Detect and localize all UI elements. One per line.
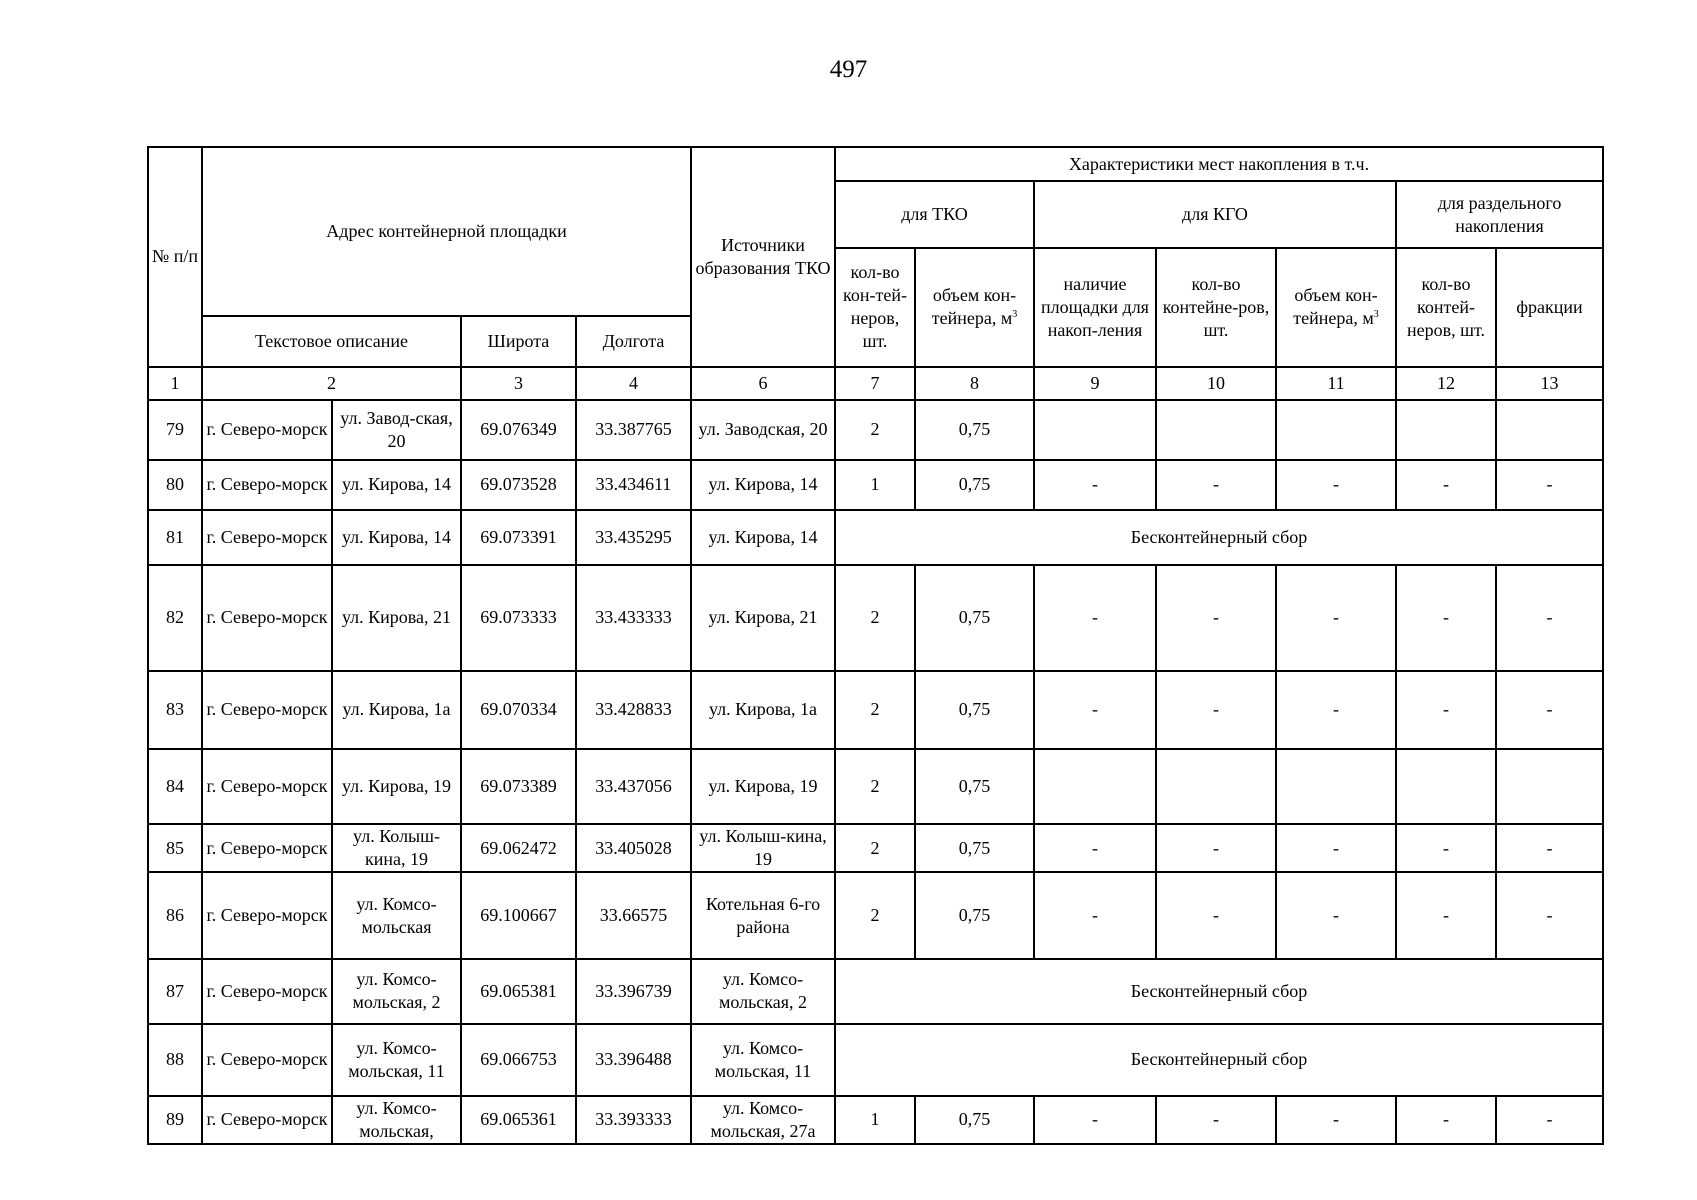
row-c8: 0,75 [915, 400, 1034, 460]
row-c11: - [1276, 824, 1396, 872]
row-city: г. Северо-морск [202, 1024, 332, 1096]
header-c12: кол-во контей-неров, шт. [1396, 248, 1496, 366]
row-c13: - [1496, 565, 1603, 670]
row-latitude: 69.070334 [461, 671, 576, 749]
column-number: 11 [1276, 367, 1396, 400]
row-c10: - [1156, 824, 1276, 872]
row-street: ул. Комсо-мольская, 11 [332, 1024, 461, 1096]
row-source: ул. Комсо-мольская, 27а [691, 1096, 835, 1144]
row-city: г. Северо-морск [202, 872, 332, 959]
row-number: 86 [148, 872, 202, 959]
row-c7: 2 [835, 749, 915, 824]
row-c10 [1156, 749, 1276, 824]
row-city: г. Северо-морск [202, 460, 332, 510]
row-c12 [1396, 400, 1496, 460]
column-number: 9 [1034, 367, 1156, 400]
row-street: ул. Кирова, 1а [332, 671, 461, 749]
row-c12: - [1396, 671, 1496, 749]
row-longitude: 33.396488 [576, 1024, 691, 1096]
row-source: ул. Кирова, 14 [691, 460, 835, 510]
table-row [148, 1096, 1603, 1144]
row-c11: - [1276, 872, 1396, 959]
header-c11: объем кон-тейнера, $м^3$ [1276, 248, 1396, 366]
row-c7: 2 [835, 872, 915, 959]
header-separate: для раздельного накопления [1396, 181, 1603, 248]
row-c10 [1156, 400, 1276, 460]
row-c7: 1 [835, 460, 915, 510]
row-c13 [1496, 400, 1603, 460]
row-latitude: 69.073528 [461, 460, 576, 510]
row-c9: - [1034, 872, 1156, 959]
header-c13: фракции [1496, 248, 1603, 366]
row-city: г. Северо-морск [202, 671, 332, 749]
row-street: ул. Комсо-мольская, 2 [332, 959, 461, 1023]
row-source: ул. Кирова, 19 [691, 749, 835, 824]
row-c13: - [1496, 872, 1603, 959]
row-city: г. Северо-морск [202, 510, 332, 565]
row-number: 87 [148, 959, 202, 1023]
row-source: ул. Заводская, 20 [691, 400, 835, 460]
header-lat: Широта [461, 316, 576, 366]
row-source: ул. Комсо-мольская, 2 [691, 959, 835, 1023]
row-c13: - [1496, 671, 1603, 749]
row-c11 [1276, 400, 1396, 460]
row-c9: - [1034, 671, 1156, 749]
row-c11 [1276, 749, 1396, 824]
table-row [148, 824, 1603, 872]
row-c9 [1034, 749, 1156, 824]
row-c11: - [1276, 565, 1396, 670]
header-tko: для ТКО [835, 181, 1034, 248]
header-address: Адрес контейнерной площадки [202, 147, 691, 316]
row-longitude: 33.435295 [576, 510, 691, 565]
page-number: 497 [829, 56, 868, 83]
row-number: 83 [148, 671, 202, 749]
row-c9: - [1034, 565, 1156, 670]
row-longitude: 33.393333 [576, 1096, 691, 1144]
row-c9: - [1034, 460, 1156, 510]
table-row [148, 749, 1603, 824]
row-c8: 0,75 [915, 1096, 1034, 1144]
row-street: ул. Кирова, 14 [332, 460, 461, 510]
row-c8: 0,75 [915, 824, 1034, 872]
row-longitude: 33.387765 [576, 400, 691, 460]
row-c7: 2 [835, 671, 915, 749]
table-row [148, 671, 1603, 749]
row-longitude: 33.437056 [576, 749, 691, 824]
table-row [148, 400, 1603, 460]
row-latitude: 69.062472 [461, 824, 576, 872]
row-latitude: 69.065361 [461, 1096, 576, 1144]
row-latitude: 69.073389 [461, 749, 576, 824]
row-city: г. Северо-морск [202, 400, 332, 460]
row-city: г. Северо-морск [202, 565, 332, 670]
row-street: ул. Завод-ская, 20 [332, 400, 461, 460]
header-characteristics: Характеристики мест накопления в т.ч. [835, 147, 1603, 181]
row-street: ул. Кирова, 14 [332, 510, 461, 565]
container-sites-table [147, 146, 1604, 1145]
table-row [148, 959, 1603, 1023]
column-number: 4 [576, 367, 691, 400]
table-row [148, 460, 1603, 510]
row-city: г. Северо-морск [202, 1096, 332, 1144]
row-c10: - [1156, 1096, 1276, 1144]
row-c12: - [1396, 1096, 1496, 1144]
row-c11: - [1276, 671, 1396, 749]
header-c10: кол-во контейне-ров, шт. [1156, 248, 1276, 366]
row-c7: 1 [835, 1096, 915, 1144]
row-c10: - [1156, 671, 1276, 749]
column-number: 6 [691, 367, 835, 400]
row-source: ул. Кирова, 14 [691, 510, 835, 565]
row-c9: - [1034, 1096, 1156, 1144]
row-latitude: 69.073391 [461, 510, 576, 565]
column-number-row [148, 367, 1603, 400]
row-number: 85 [148, 824, 202, 872]
row-street: ул. Колыш-кина, 19 [332, 824, 461, 872]
table-row [148, 1024, 1603, 1096]
row-longitude: 33.396739 [576, 959, 691, 1023]
row-city: г. Северо-морск [202, 749, 332, 824]
row-street: ул. Комсо-мольская [332, 872, 461, 959]
header-kgo: для КГО [1034, 181, 1396, 248]
row-c12 [1396, 749, 1496, 824]
row-longitude: 33.405028 [576, 824, 691, 872]
header-c8: объем кон-тейнера, $м^3$ [915, 248, 1034, 366]
row-c12: - [1396, 565, 1496, 670]
column-number: 3 [461, 367, 576, 400]
table-row [148, 565, 1603, 670]
row-c13: - [1496, 1096, 1603, 1144]
row-latitude: 69.100667 [461, 872, 576, 959]
row-number: 88 [148, 1024, 202, 1096]
row-c9 [1034, 400, 1156, 460]
row-source: ул. Кирова, 1а [691, 671, 835, 749]
row-c7: 2 [835, 565, 915, 670]
row-c12: - [1396, 460, 1496, 510]
row-c10: - [1156, 460, 1276, 510]
row-latitude: 69.073333 [461, 565, 576, 670]
header-lon: Долгота [576, 316, 691, 366]
row-c8: 0,75 [915, 749, 1034, 824]
column-number: 8 [915, 367, 1034, 400]
row-collection-note: Бесконтейнерный сбор [835, 510, 1603, 565]
header-text-desc: Текстовое описание [202, 316, 461, 366]
row-number: 79 [148, 400, 202, 460]
row-street: ул. Кирова, 21 [332, 565, 461, 670]
table-row [148, 510, 1603, 565]
row-street: ул. Кирова, 19 [332, 749, 461, 824]
row-collection-note: Бесконтейнерный сбор [835, 959, 1603, 1023]
row-collection-note: Бесконтейнерный сбор [835, 1024, 1603, 1096]
row-source: ул. Кирова, 21 [691, 565, 835, 670]
row-c8: 0,75 [915, 872, 1034, 959]
row-c13: - [1496, 824, 1603, 872]
column-number: 10 [1156, 367, 1276, 400]
row-street: ул. Комсо-мольская, [332, 1096, 461, 1144]
row-city: г. Северо-морск [202, 959, 332, 1023]
column-number: 7 [835, 367, 915, 400]
row-longitude: 33.428833 [576, 671, 691, 749]
column-number: 2 [202, 367, 461, 400]
row-latitude: 69.065381 [461, 959, 576, 1023]
row-number: 81 [148, 510, 202, 565]
row-source: Котельная 6-го района [691, 872, 835, 959]
row-c12: - [1396, 824, 1496, 872]
row-c8: 0,75 [915, 460, 1034, 510]
row-c7: 2 [835, 824, 915, 872]
row-c8: 0,75 [915, 565, 1034, 670]
row-latitude: 69.076349 [461, 400, 576, 460]
header-c7: кол-во кон-тей-неров, шт. [835, 248, 915, 366]
row-number: 89 [148, 1096, 202, 1144]
row-c11: - [1276, 460, 1396, 510]
column-number: 12 [1396, 367, 1496, 400]
row-number: 80 [148, 460, 202, 510]
table-row [148, 872, 1603, 959]
row-longitude: 33.66575 [576, 872, 691, 959]
row-c12: - [1396, 872, 1496, 959]
header-source: Источники образования ТКО [691, 147, 835, 367]
row-c7: 2 [835, 400, 915, 460]
row-city: г. Северо-морск [202, 824, 332, 872]
row-c8: 0,75 [915, 671, 1034, 749]
row-number: 84 [148, 749, 202, 824]
row-c13 [1496, 749, 1603, 824]
row-c11: - [1276, 1096, 1396, 1144]
row-longitude: 33.433333 [576, 565, 691, 670]
row-c13: - [1496, 460, 1603, 510]
row-c10: - [1156, 565, 1276, 670]
column-number: 13 [1496, 367, 1603, 400]
row-longitude: 33.434611 [576, 460, 691, 510]
column-number: 1 [148, 367, 202, 400]
row-source: ул. Комсо-мольская, 11 [691, 1024, 835, 1096]
row-c9: - [1034, 824, 1156, 872]
header-num: № п/п [148, 147, 202, 367]
header-c9: наличие площадки для накоп-ления [1034, 248, 1156, 366]
row-c10: - [1156, 872, 1276, 959]
row-source: ул. Колыш-кина, 19 [691, 824, 835, 872]
row-number: 82 [148, 565, 202, 670]
row-latitude: 69.066753 [461, 1024, 576, 1096]
